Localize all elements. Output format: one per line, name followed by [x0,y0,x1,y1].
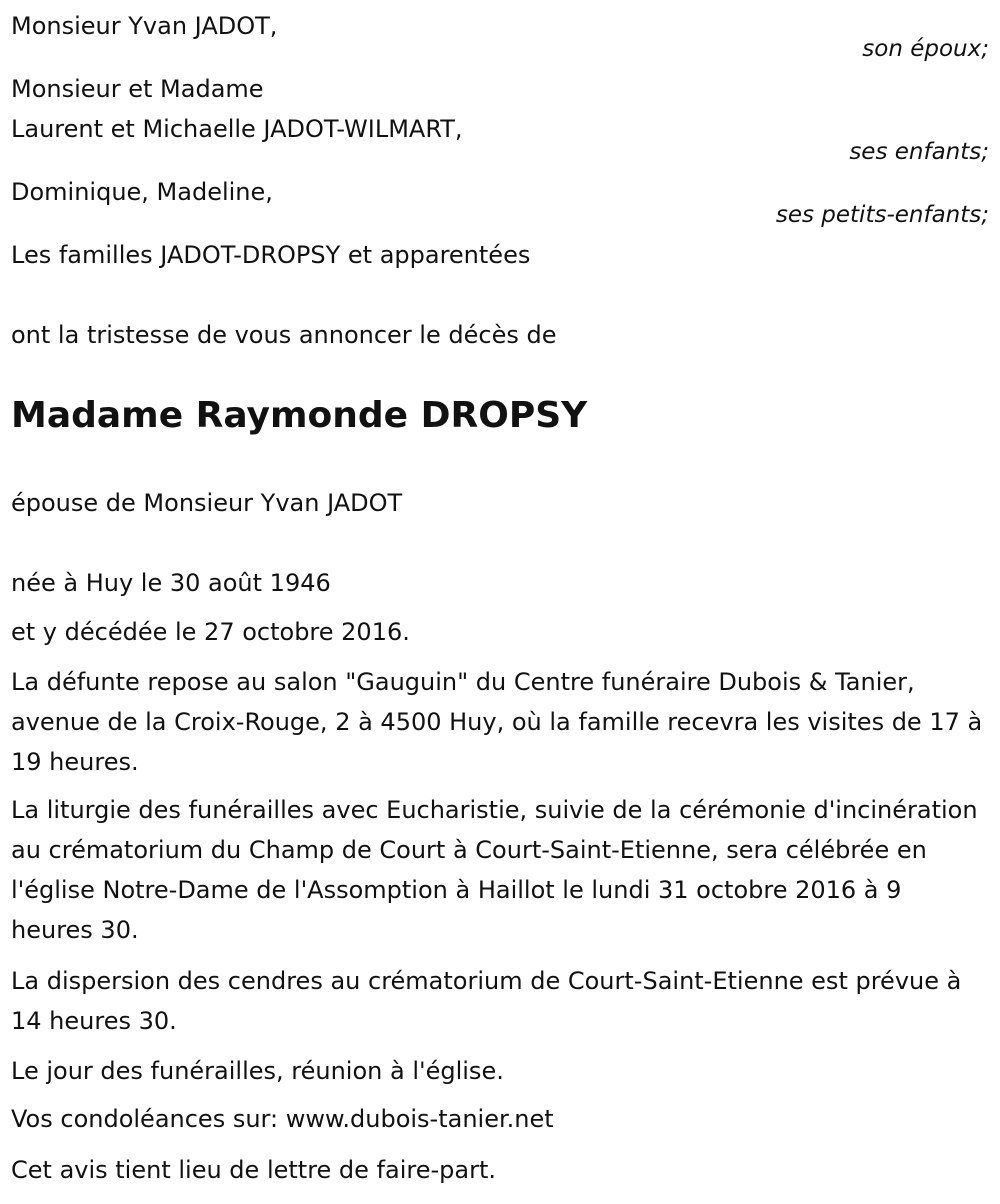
children-line-2: Laurent et Michaelle JADOT-WILMART, [11,115,463,143]
meeting-text: Le jour des funérailles, réunion à l'église. [11,1057,504,1085]
spouse-of-text: épouse de Monsieur Yvan JADOT [11,489,403,517]
deceased-name: Madame Raymonde DROPSY [11,395,588,436]
dispersion-paragraph: La dispersion des cendres au crématorium de Court-Saint-Etienne est prévue à 14 heures 30. [11,967,962,1035]
grandchildren-role: ses petits-enfants; [775,202,989,228]
obituary-notice [11,0,989,1204]
children-role: ses enfants; [849,139,989,165]
families-line: Les familles JADOT-DROPSY et apparentées [11,241,531,269]
condolences-text: Vos condoléances sur: www.dubois-tanier.net [11,1105,554,1133]
notice-text: Cet avis tient lieu de lettre de faire-part. [11,1156,496,1184]
liturgy-paragraph: La liturgie des funérailles avec Eucharistie, suivie de la cérémonie d'incinération au crématorium du Champ de Court à Court-Saint-Etienne, sera célébrée en l'église Notre-Dame de l'Assomption à Haillot le lundi 31 octobre 2016 à 9 heures 30. [11,796,978,944]
announcement-text: ont la tristesse de vous annoncer le décès de [11,321,557,349]
death-text: et y décédée le 27 octobre 2016. [11,618,410,646]
husband-name: Monsieur Yvan JADOT, [11,12,278,40]
children-line-1: Monsieur et Madame [11,75,264,103]
grandchildren-names: Dominique, Madeline, [11,178,273,206]
repose-paragraph: La défunte repose au salon "Gauguin" du Centre funéraire Dubois & Tanier, avenue de la Croix-Rouge, 2 à 4500 Huy, où la famille recevra les visites de 17 à 19 heures. [11,668,983,776]
husband-role: son époux; [862,36,989,62]
birth-text: née à Huy le 30 août 1946 [11,569,331,597]
